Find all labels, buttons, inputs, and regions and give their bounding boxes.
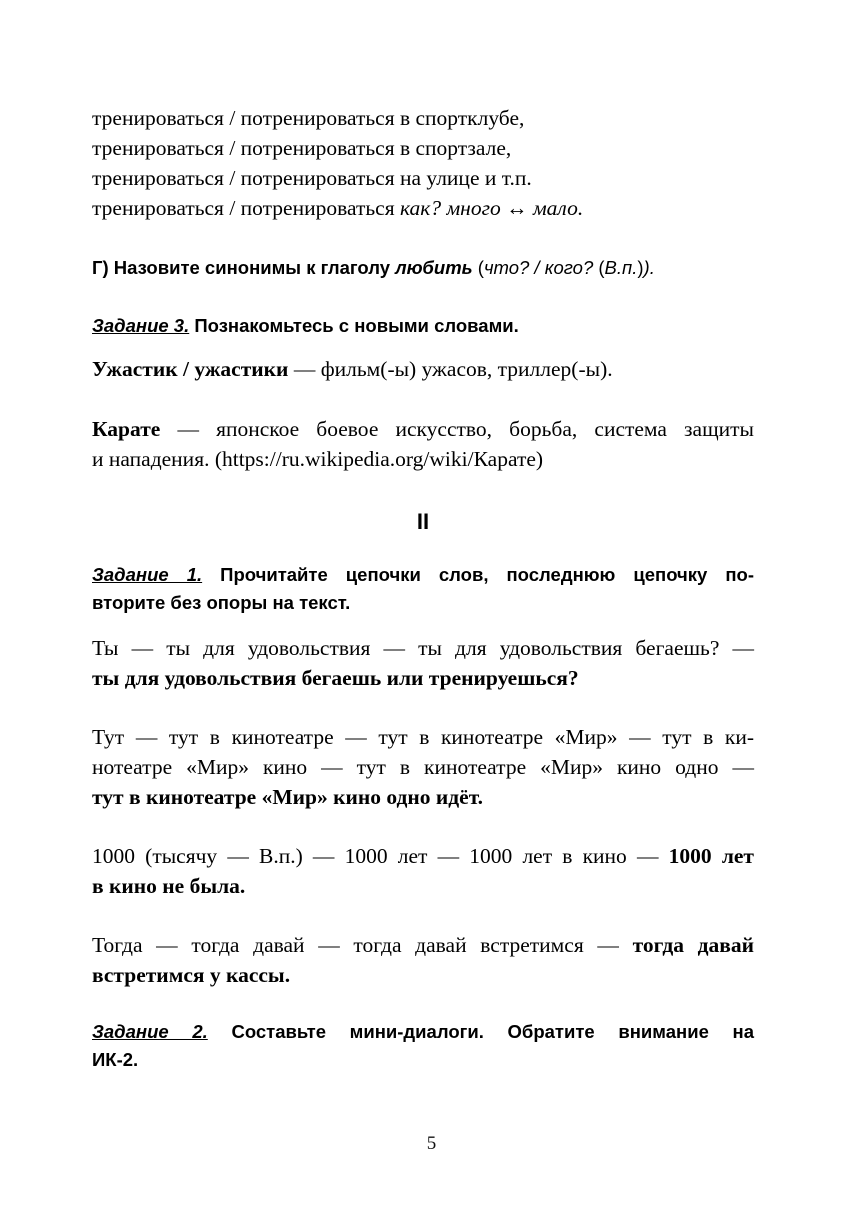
task2-text-2: ИК-2. [92, 1049, 139, 1070]
chain4-line1-plain: Тогда — тогда давай — тогда давай встретимся — [92, 933, 633, 957]
task1 [92, 561, 754, 617]
vocab-def-2b: и нападения. (https://ru.wikipedia.org/wiki/Карате) [92, 447, 544, 471]
chain4-line2: встретимся у кассы. [92, 963, 291, 987]
chain2-line2: нотеатре «Мир» кино — тут в кинотеатре «Мир» кино одно — [92, 755, 754, 779]
training-block [92, 103, 754, 223]
chain3-line1-plain: 1000 (тысячу — В.п.) — 1000 лет — 1000 лет в кино — [92, 844, 669, 868]
task-g-case: В.п. [604, 257, 638, 278]
training-line-italic: как? много ↔ мало. [399, 196, 584, 220]
chain1-line2: ты для удовольствия бегаешь или тренируешься? [92, 666, 579, 690]
task1-text-1: Прочитайте цепочки слов, последнюю цепочку по- [202, 564, 754, 585]
chain2-line3: тут в кинотеатре «Мир» кино одно идёт. [92, 785, 484, 809]
training-line: тренироваться / потренироваться в спортклубе, [92, 106, 525, 130]
vocab-entry-1 [92, 354, 754, 384]
training-line-text: тренироваться / потренироваться [92, 196, 400, 220]
task3-text: Познакомьтесь с новыми словами. [189, 315, 519, 336]
page-number: 5 [426, 1133, 437, 1154]
task2 [92, 1018, 754, 1074]
vocab-term-2: Карате [92, 417, 161, 441]
chain3-line1-bold: 1000 лет [668, 844, 754, 868]
chain-4 [92, 930, 754, 990]
vocab-entry-2 [92, 414, 754, 474]
task-g-question: что? / кого? [483, 257, 594, 278]
chain4-line1-bold: тогда давай [632, 933, 754, 957]
training-line: тренироваться / потренироваться в спортзале, [92, 136, 512, 160]
chain1-line1: Ты — ты для удовольствия — ты для удовольствия бегаешь? — [92, 636, 754, 660]
vocab-def-1: — фильм(-ы) ужасов, триллер(-ы). [288, 357, 613, 381]
vocab-def-2a: — японское боевое искусство, борьба, система защиты [160, 417, 754, 441]
chain2-line1: Тут — тут в кинотеатре — тут в кинотеатре «Мир» — тут в ки- [92, 725, 754, 749]
task3 [92, 312, 754, 340]
chain-3 [92, 841, 754, 901]
task-g: Г) Назовите синонимы к глаголу любить (что? / кого? (В.п.)). [92, 257, 655, 278]
task2-label: Задание 2. [92, 1021, 208, 1042]
training-line-last [92, 193, 754, 223]
chain-1 [92, 633, 754, 693]
training-line: тренироваться / потренироваться на улице и т.п. [92, 166, 532, 190]
task-g-verb: любить [395, 257, 473, 278]
task1-text-2: вторите без опоры на текст. [92, 592, 351, 613]
section-heading: II [416, 509, 430, 534]
chain3-line2: в кино не была. [92, 874, 246, 898]
task2-text-1: Составьте мини-диалоги. Обратите внимание на [207, 1021, 755, 1042]
task3-label: Задание 3. [92, 315, 190, 336]
task1-label: Задание 1. [92, 564, 203, 585]
vocab-term-1: Ужастик / ужастики [92, 357, 289, 381]
task-g-prefix: Г) Назовите синонимы к глаголу [92, 257, 396, 278]
chain-2 [92, 722, 754, 812]
